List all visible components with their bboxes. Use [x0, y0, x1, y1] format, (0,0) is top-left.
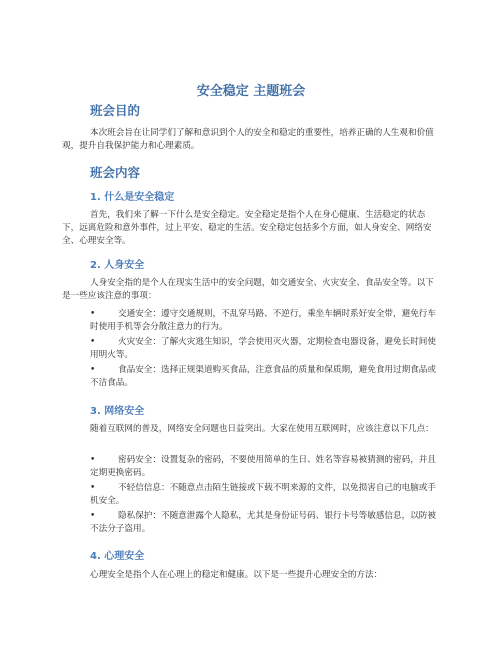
personal-safety-list	[62, 308, 440, 392]
subsection-1-paragraph: 首先，我们来了解一下什么是安全稳定。安全稳定是指个人在身心健康、生活稳定的状态下，远离危险和意外事件，过上平安、稳定的生活。安全稳定包括多个方面，如人身安全、网络安全、心理安全等。	[62, 210, 432, 246]
list-item	[62, 510, 440, 536]
list-item-text: 隐私保护：不随意泄露个人隐私，尤其是身份证号码、银行卡号等敏感信息，以防被不法分子盗用。	[90, 511, 436, 534]
purpose-paragraph: 本次班会旨在让同学们了解和意识到个人的安全和稳定的重要性，培养正确的人生观和价值观，提升自我保护能力和心理素质。	[62, 128, 434, 151]
list-item-text: 火灾安全：了解火灾逃生知识，学会使用灭火器，定期检查电器设备，避免长时间使用明火等。	[90, 337, 436, 360]
subsection-heading-3: 3. 网络安全	[90, 406, 145, 417]
bullet-icon: •	[90, 483, 96, 493]
list-item	[62, 454, 440, 480]
subsection-heading-4: 4. 心理安全	[90, 551, 145, 562]
list-item	[62, 364, 440, 390]
bullet-icon: •	[90, 365, 96, 375]
subsection-heading-2: 2. 人身安全	[90, 260, 145, 271]
list-item-text: 不轻信信息：不随意点击陌生链接或下载不明来源的文件，以免损害自己的电脑或手机安全。	[90, 483, 436, 506]
subsection-heading-1: 1. 什么是安全稳定	[90, 192, 175, 203]
list-item	[62, 482, 440, 508]
section-heading-purpose: 班会目的	[90, 103, 141, 118]
list-item-text: 密码安全：设置复杂的密码，不要使用简单的生日、姓名等容易被猜测的密码，并且定期更换密码。	[90, 455, 436, 478]
subsection-4-paragraph: 心理安全是指个人在心理上的稳定和健康。以下是一些提升心理安全的方法：	[90, 570, 383, 580]
list-item	[62, 336, 440, 362]
bullet-icon: •	[90, 309, 96, 319]
list-item	[62, 308, 440, 334]
subsection-3-paragraph: 随着互联网的普及，网络安全问题也日益突出。大家在使用互联网时，应该注意以下几点：	[90, 424, 434, 434]
bullet-icon: •	[90, 455, 96, 465]
list-item-text: 食品安全：选择正规渠道购买食品，注意食品的质量和保质期，避免食用过期食品或不洁食品。	[90, 365, 436, 388]
network-safety-list	[62, 454, 440, 538]
bullet-icon: •	[90, 337, 96, 347]
list-item-text: 交通安全：遵守交通规则，不乱穿马路、不逆行，乘坐车辆时系好安全带，避免行车时使用手机等会分散注意力的行为。	[90, 309, 436, 332]
section-heading-content: 班会内容	[90, 165, 141, 180]
bullet-icon: •	[90, 511, 96, 521]
document-title: 安全稳定 主题班会	[196, 84, 306, 99]
subsection-2-paragraph: 人身安全指的是个人在现实生活中的安全问题，如交通安全、火灾安全、食品安全等。以下是一些应该注意的事项：	[62, 278, 434, 301]
